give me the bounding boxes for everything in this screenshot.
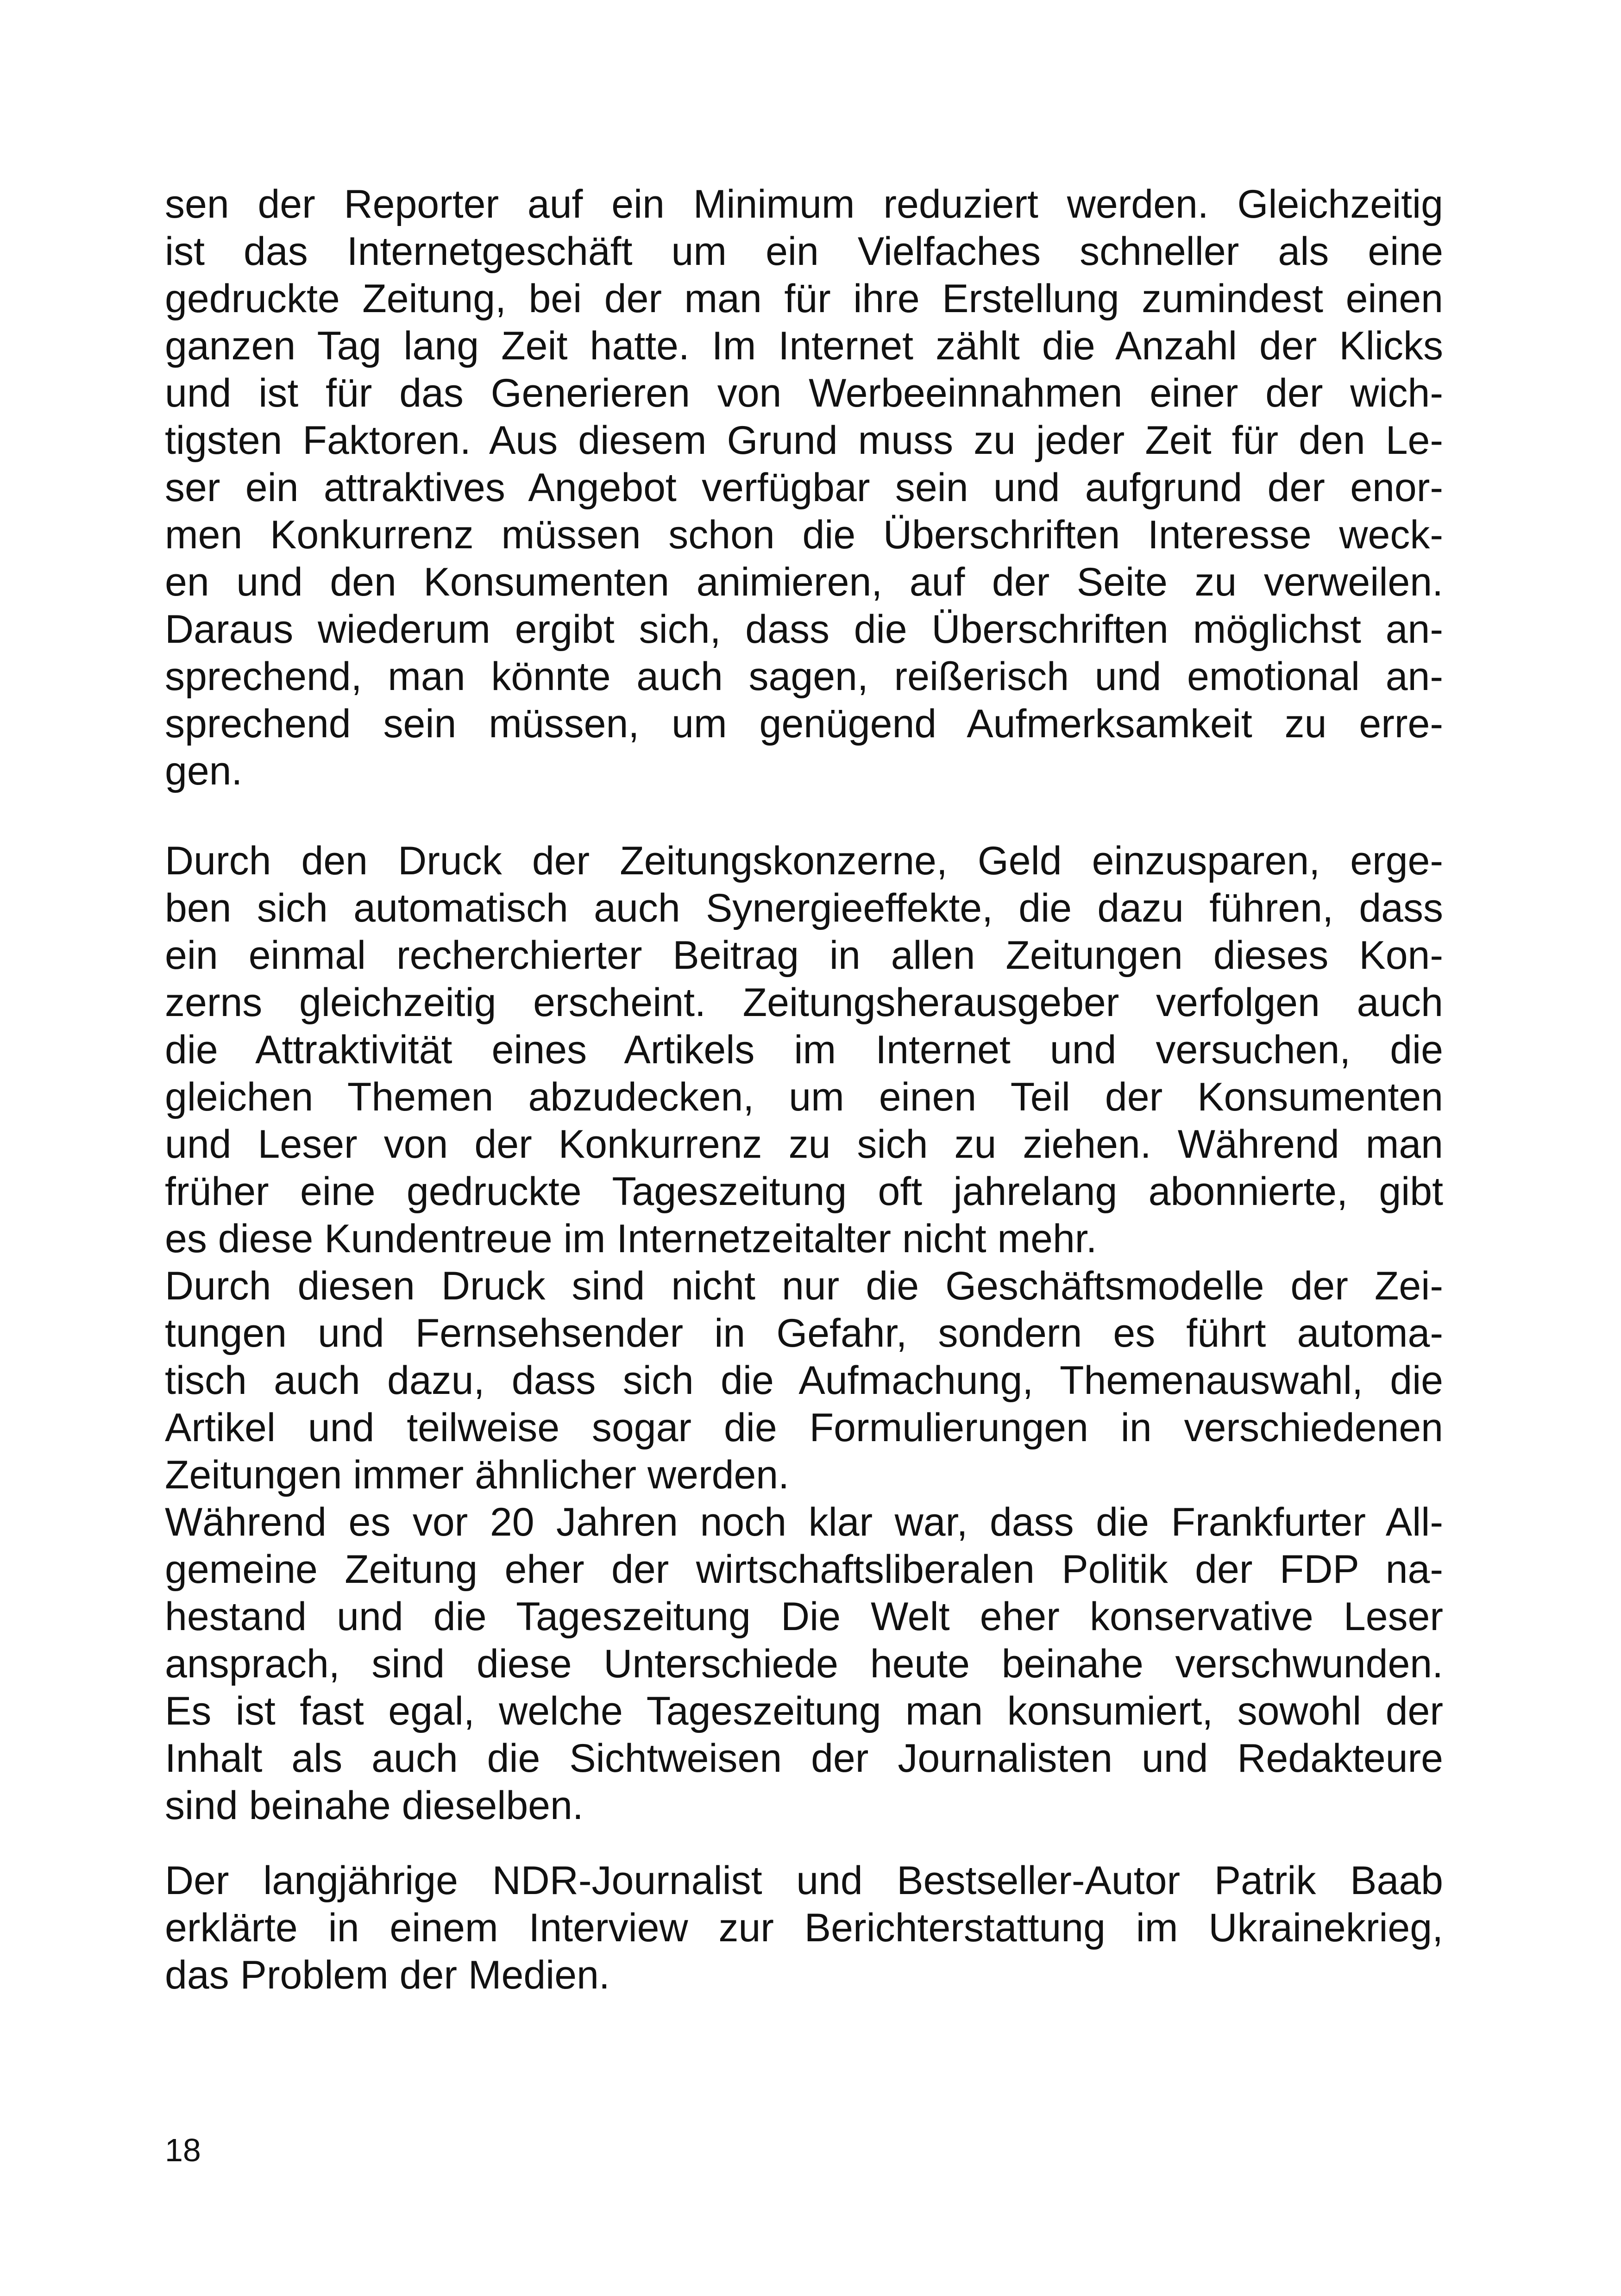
text-line: tisch auch dazu, dass sich die Aufmachung, Themenauswahl, die [165, 1358, 1443, 1403]
text-line: Es ist fast egal, welche Tageszeitung man konsumiert, sowohl der [165, 1689, 1443, 1733]
text-line: gleichen Themen abzudecken, um einen Teil der Konsumenten [165, 1075, 1443, 1119]
text-line: tigsten Faktoren. Aus diesem Grund muss zu jeder Zeit für den Le- [165, 418, 1443, 463]
paragraph-3 [165, 1857, 1443, 1999]
text-line: tungen und Fernsehsender in Gefahr, sondern es führt automa- [165, 1311, 1443, 1355]
text-line: das Problem der Medien. [165, 1953, 610, 1997]
text-line: gedruckte Zeitung, bei der man für ihre Erstellung zumindest einen [165, 276, 1443, 321]
text-line: men Konkurrenz müssen schon die Überschriften Interesse weck- [165, 513, 1443, 557]
text-line: ganzen Tag lang Zeit hatte. Im Internet zählt die Anzahl der Klicks [165, 324, 1443, 368]
text-line: hestand und die Tageszeitung Die Welt eher konservative Leser [165, 1594, 1443, 1639]
page-number: 18 [165, 2132, 201, 2168]
text-line: ansprach, sind diese Unterschiede heute beinahe verschwunden. [165, 1642, 1443, 1686]
paragraph-1 [165, 181, 1443, 795]
text-line: gen. [165, 749, 243, 793]
text-line: früher eine gedruckte Tageszeitung oft jahrelang abonnierte, gibt [165, 1169, 1443, 1214]
text-line: en und den Konsumenten animieren, auf der Seite zu verweilen. [165, 560, 1443, 604]
text-line: Inhalt als auch die Sichtweisen der Journalisten und Redakteure [165, 1736, 1443, 1781]
text-line: ein einmal recherchierter Beitrag in allen Zeitungen dieses Kon- [165, 933, 1443, 978]
text-line: ser ein attraktives Angebot verfügbar sein und aufgrund der enor- [165, 465, 1443, 510]
text-line: Während es vor 20 Jahren noch klar war, dass die Frankfurter All- [165, 1500, 1443, 1544]
text-line: Durch den Druck der Zeitungskonzerne, Geld einzusparen, erge- [165, 839, 1443, 883]
text-line: es diese Kundentreue im Internetzeitalter nicht mehr. [165, 1217, 1097, 1261]
text-line: Artikel und teilweise sogar die Formulierungen in verschiedenen [165, 1405, 1443, 1450]
text-line: Zeitungen immer ähnlicher werden. [165, 1453, 789, 1497]
text-line: sen der Reporter auf ein Minimum reduziert werden. Gleichzeitig [165, 182, 1443, 226]
text-line: ist das Internetgeschäft um ein Vielfaches schneller als eine [165, 229, 1443, 274]
text-line: zerns gleichzeitig erscheint. Zeitungsherausgeber verfolgen auch [165, 980, 1443, 1025]
text-line: erklärte in einem Interview zur Berichterstattung im Ukrainekrieg, [165, 1906, 1443, 1950]
text-line: und Leser von der Konkurrenz zu sich zu ziehen. Während man [165, 1122, 1443, 1167]
text-line: Der langjährige NDR-Journalist und Bestseller-Autor Patrik Baab [165, 1858, 1443, 1903]
text-line: sprechend sein müssen, um genügend Aufmerksamkeit zu erre- [165, 702, 1443, 746]
text-line: Daraus wiederum ergibt sich, dass die Überschriften möglichst an- [165, 607, 1443, 652]
text-line: gemeine Zeitung eher der wirtschaftsliberalen Politik der FDP na- [165, 1547, 1443, 1592]
text-line: und ist für das Generieren von Werbeeinnahmen einer der wich- [165, 371, 1443, 415]
text-line: Durch diesen Druck sind nicht nur die Geschäftsmodelle der Zei- [165, 1264, 1443, 1308]
text-line: sprechend, man könnte auch sagen, reißerisch und emotional an- [165, 654, 1443, 699]
text-line: die Attraktivität eines Artikels im Internet und versuchen, die [165, 1028, 1443, 1072]
text-line: sind beinahe dieselben. [165, 1783, 584, 1828]
text-line: ben sich automatisch auch Synergieeffekte, die dazu führen, dass [165, 886, 1443, 930]
paragraph-2 [165, 837, 1443, 1829]
